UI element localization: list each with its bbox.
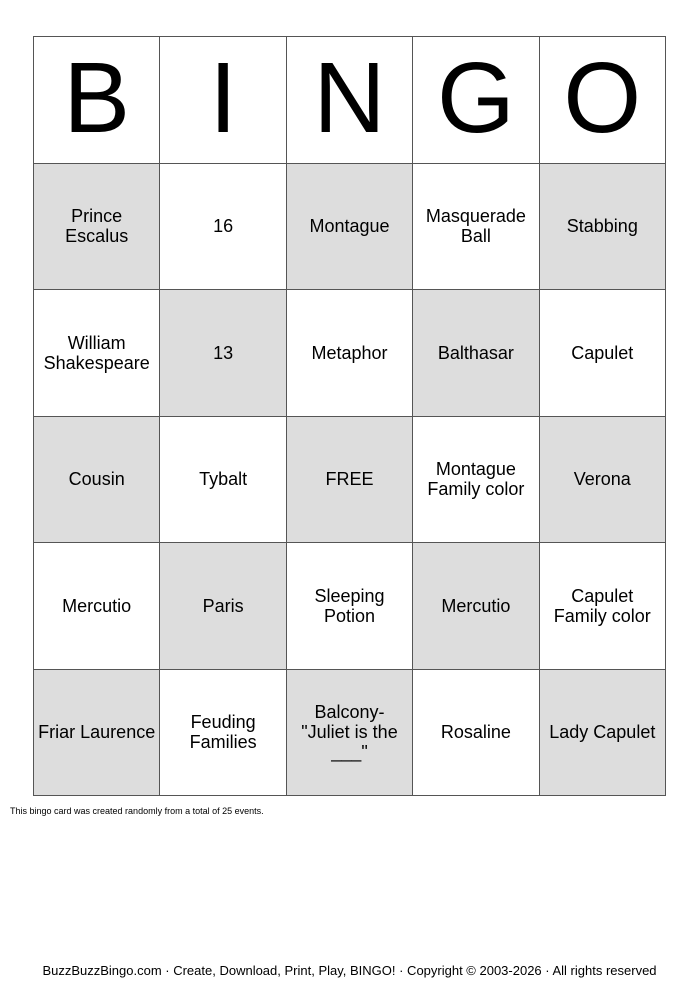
bingo-cell: Feuding Families xyxy=(160,670,286,797)
header-letter-o: O xyxy=(540,37,666,164)
bingo-cell: Capulet Family color xyxy=(540,543,666,670)
header-letter-n: N xyxy=(287,37,413,164)
bingo-cell: Tybalt xyxy=(160,417,286,544)
bingo-cell: Paris xyxy=(160,543,286,670)
generation-note: This bingo card was created randomly from a total of 25 events. xyxy=(10,806,264,816)
bingo-cell: Balcony-"Juliet is the ___" xyxy=(287,670,413,797)
bingo-cell: Sleeping Potion xyxy=(287,543,413,670)
header-letter-i: I xyxy=(160,37,286,164)
bingo-cell-free: FREE xyxy=(287,417,413,544)
bingo-cell: 13 xyxy=(160,290,286,417)
bingo-cell: Rosaline xyxy=(413,670,539,797)
bingo-cell: Mercutio xyxy=(413,543,539,670)
bingo-cell: Masquerade Ball xyxy=(413,164,539,291)
bingo-cell: Stabbing xyxy=(540,164,666,291)
bingo-card xyxy=(33,36,666,796)
header-letter-g: G xyxy=(413,37,539,164)
bingo-cell: Verona xyxy=(540,417,666,544)
bingo-cell: Prince Escalus xyxy=(34,164,160,291)
bingo-cell: Lady Capulet xyxy=(540,670,666,797)
bingo-cell: William Shakespeare xyxy=(34,290,160,417)
bingo-cell: Cousin xyxy=(34,417,160,544)
bingo-cell: Capulet xyxy=(540,290,666,417)
copyright-footer: BuzzBuzzBingo.com · Create, Download, Print, Play, BINGO! · Copyright © 2003-2026 · All rights reserved xyxy=(42,963,657,978)
bingo-cell: Balthasar xyxy=(413,290,539,417)
bingo-cell: Montague xyxy=(287,164,413,291)
bingo-cell: Mercutio xyxy=(34,543,160,670)
bingo-cell: Friar Laurence xyxy=(34,670,160,797)
bingo-cell: Montague Family color xyxy=(413,417,539,544)
bingo-cell: Metaphor xyxy=(287,290,413,417)
header-letter-b: B xyxy=(34,37,160,164)
bingo-cell: 16 xyxy=(160,164,286,291)
